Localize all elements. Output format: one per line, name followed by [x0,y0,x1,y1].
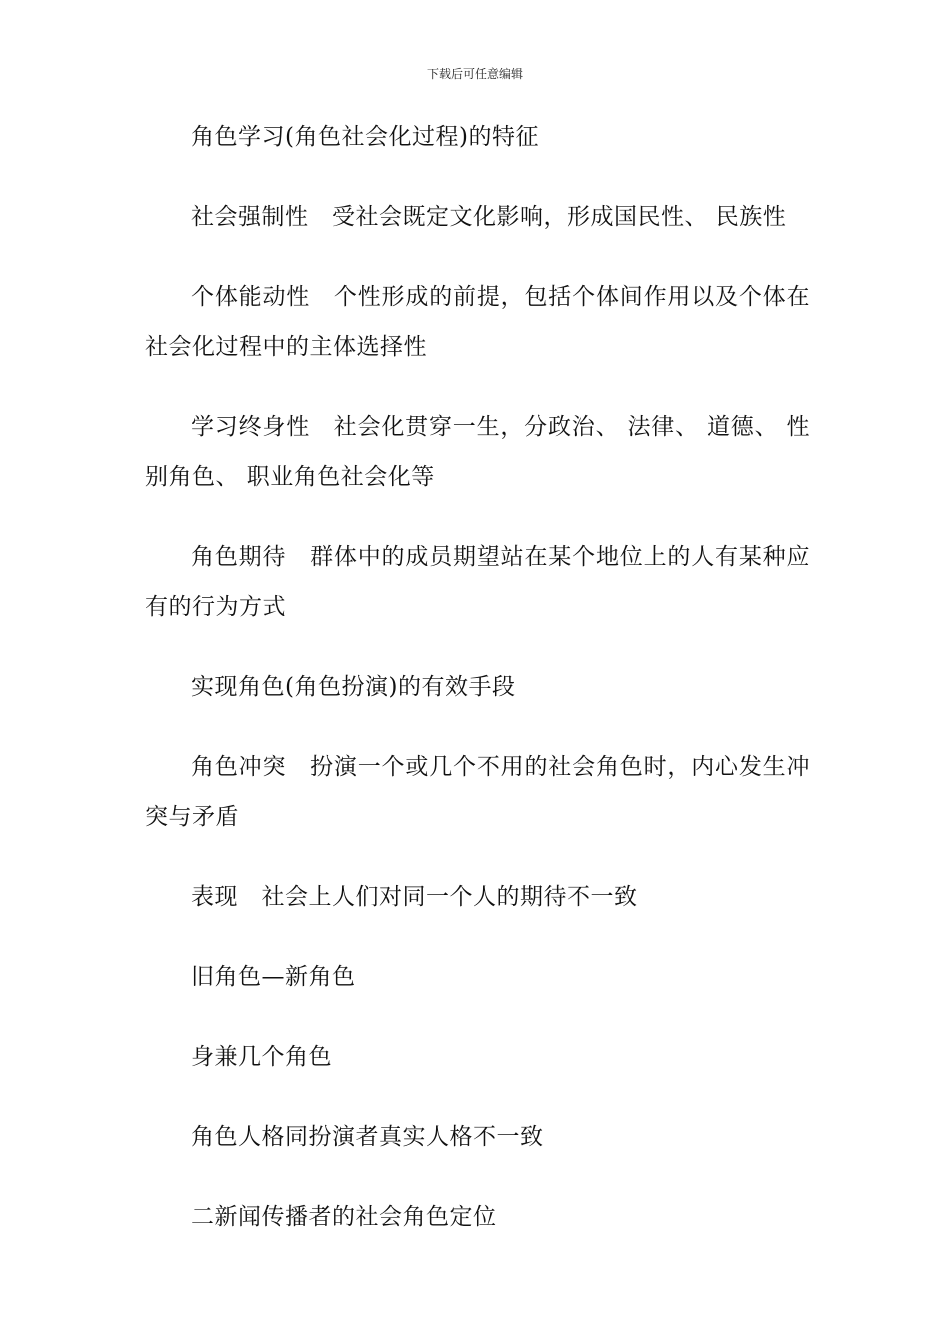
page-header: 下载后可任意编辑 [426,67,523,81]
paragraph-role-playing-means: 实现角色(角色扮演)的有效手段 [191,674,516,700]
paragraph-multiple-roles: 身兼几个角色 [191,1044,332,1070]
paragraph-individual-initiative: 个体能动性 个性形成的前提，包括个体间作用以及个体在社会化过程中的主体选择性 [145,284,810,360]
paragraph-role-expectation: 角色期待 群体中的成员期望站在某个地位上的人有某种应有的行为方式 [145,544,810,620]
paragraph-social-compulsion: 社会强制性 受社会既定文化影响，形成国民性、 民族性 [191,204,787,230]
paragraph-role-personality: 角色人格同扮演者真实人格不一致 [191,1124,544,1150]
paragraph-role-conflict: 角色冲突 扮演一个或几个不用的社会角色时，内心发生冲突与矛盾 [145,754,810,830]
paragraph-manifestation: 表现 社会上人们对同一个人的期待不一致 [191,884,638,910]
paragraph-old-new-role: 旧角色—新角色 [191,964,356,990]
document-body [145,112,810,1272]
paragraph-role-learning-features: 角色学习(角色社会化过程)的特征 [191,124,539,150]
paragraph-section-two-heading: 二新闻传播者的社会角色定位 [191,1204,497,1230]
paragraph-lifelong-learning: 学习终身性 社会化贯穿一生，分政治、 法律、 道德、 性别角色、 职业角色社会化等 [145,414,810,490]
